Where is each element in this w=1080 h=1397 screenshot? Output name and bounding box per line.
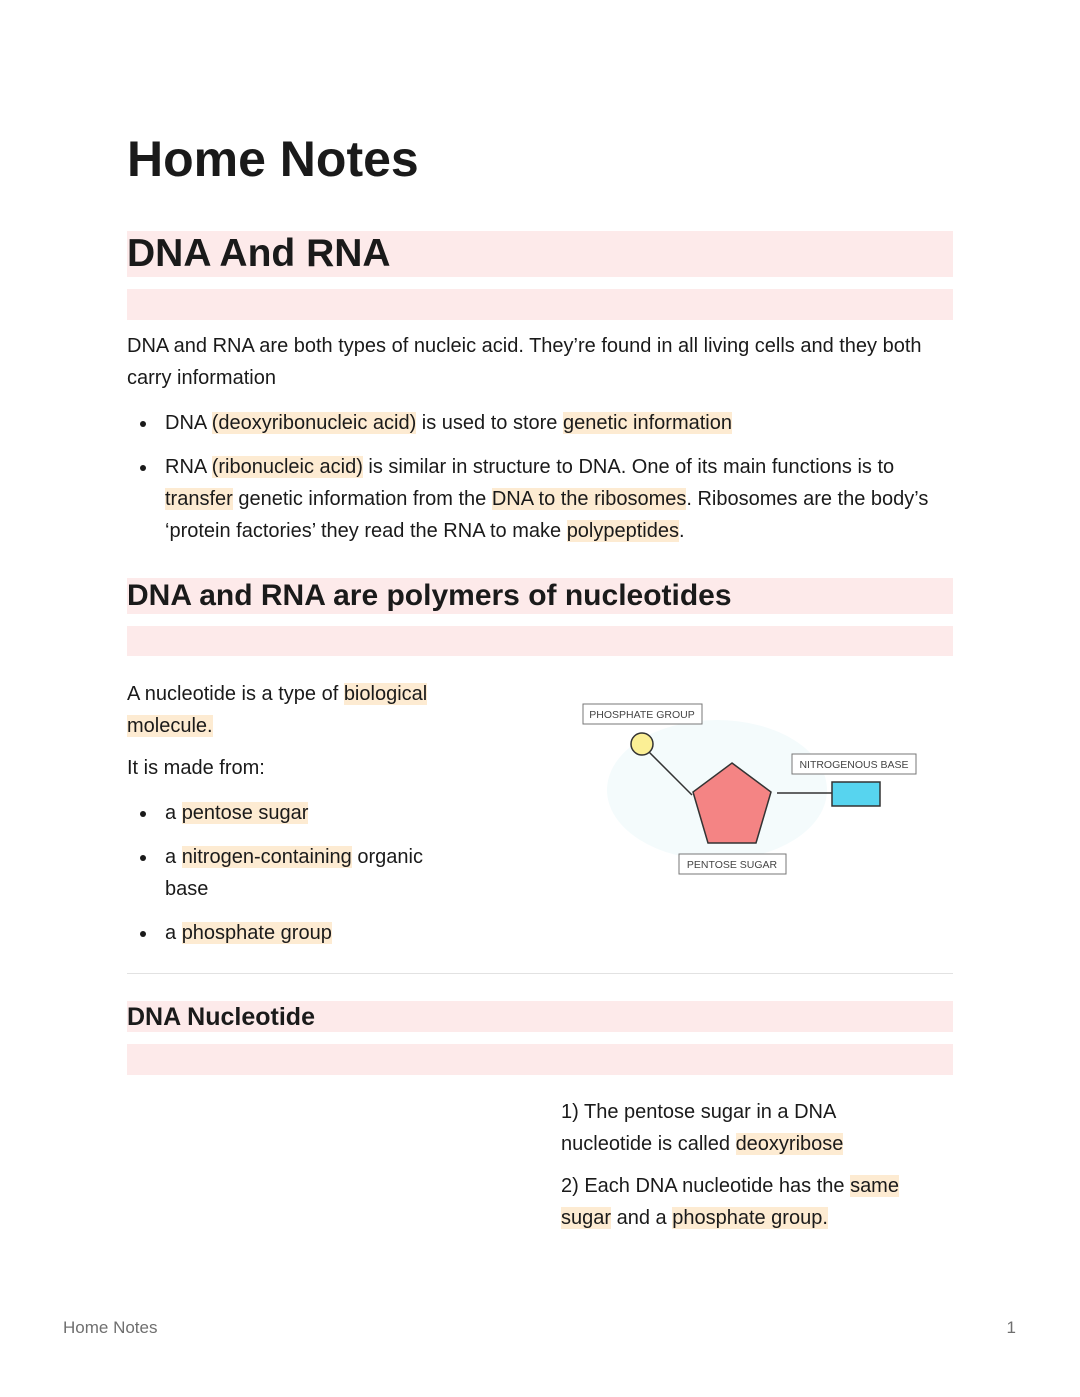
highlight: genetic information — [562, 412, 732, 434]
intro-paragraph: DNA and RNA are both types of nucleic acid. They’re found in all living cells and they both carry information — [127, 335, 922, 389]
bullet-icon — [140, 421, 146, 427]
highlight: same sugar — [561, 1175, 899, 1229]
list-item: a pentose sugar — [127, 797, 457, 829]
list-item: a nitrogen-containing organic base — [127, 841, 457, 905]
section-heading-dna-nucleotide: DNA Nucleotide — [127, 1003, 315, 1031]
highlight: phosphate group — [181, 922, 332, 944]
point-same-sugar: 2) Each DNA nucleotide has the same sugar and a phosphate group. — [561, 1175, 899, 1229]
heading-underband — [127, 1044, 953, 1075]
section-heading-polymers: DNA and RNA are polymers of nucleotides — [127, 579, 732, 612]
nucleotide-diagram — [582, 700, 922, 890]
heading-underband — [127, 289, 953, 320]
nucleotide-parts-list — [127, 797, 457, 961]
highlight: DNA to the ribosomes — [491, 488, 687, 510]
dna-rna-bullet-list — [127, 407, 953, 559]
point-deoxyribose: 1) The pentose sugar in a DNA nucleotide is called deoxyribose — [561, 1101, 844, 1155]
highlight: phosphate group. — [672, 1207, 828, 1229]
made-from-label: It is made from: — [127, 757, 265, 779]
highlight: transfer — [165, 488, 233, 510]
highlight: pentose sugar — [181, 802, 309, 824]
section-heading-dna-rna: DNA And RNA — [127, 232, 391, 275]
bullet-icon — [140, 811, 146, 817]
highlight: (ribonucleic acid) — [211, 456, 363, 478]
bullet-icon — [140, 931, 146, 937]
page-number: 1 — [1006, 1318, 1016, 1337]
highlight: nitrogen-containing — [181, 846, 352, 868]
highlight: (deoxyribonucleic acid) — [211, 412, 417, 434]
section-divider — [127, 973, 953, 974]
phosphate-label: PHOSPHATE GROUP — [589, 709, 695, 721]
phosphate-group-shape — [631, 733, 653, 755]
nitrogenous-base-shape — [832, 782, 880, 806]
list-item: a phosphate group — [127, 917, 457, 949]
highlight: deoxyribose — [735, 1133, 844, 1155]
sugar-label: PENTOSE SUGAR — [686, 859, 778, 871]
base-label: NITROGENOUS BASE — [799, 759, 909, 771]
heading-underband — [127, 626, 953, 656]
footer-title: Home Notes — [63, 1318, 158, 1337]
highlight: biological molecule. — [127, 683, 428, 737]
document-title: Home Notes — [127, 131, 419, 187]
nucleotide-definition: A nucleotide is a type of biological molecule. — [127, 683, 428, 737]
highlight: polypeptides — [566, 520, 679, 542]
list-item: RNA (ribonucleic acid) is similar in structure to DNA. One of its main functions is to transfer genetic information from the DNA to the ribosomes. Ribosomes are the body’s ‘protein factories’ they read the RNA to make polypeptides. — [127, 451, 953, 547]
bullet-icon — [140, 465, 146, 471]
list-item: DNA (deoxyribonucleic acid) is used to store genetic information — [127, 407, 953, 439]
bullet-icon — [140, 855, 146, 861]
